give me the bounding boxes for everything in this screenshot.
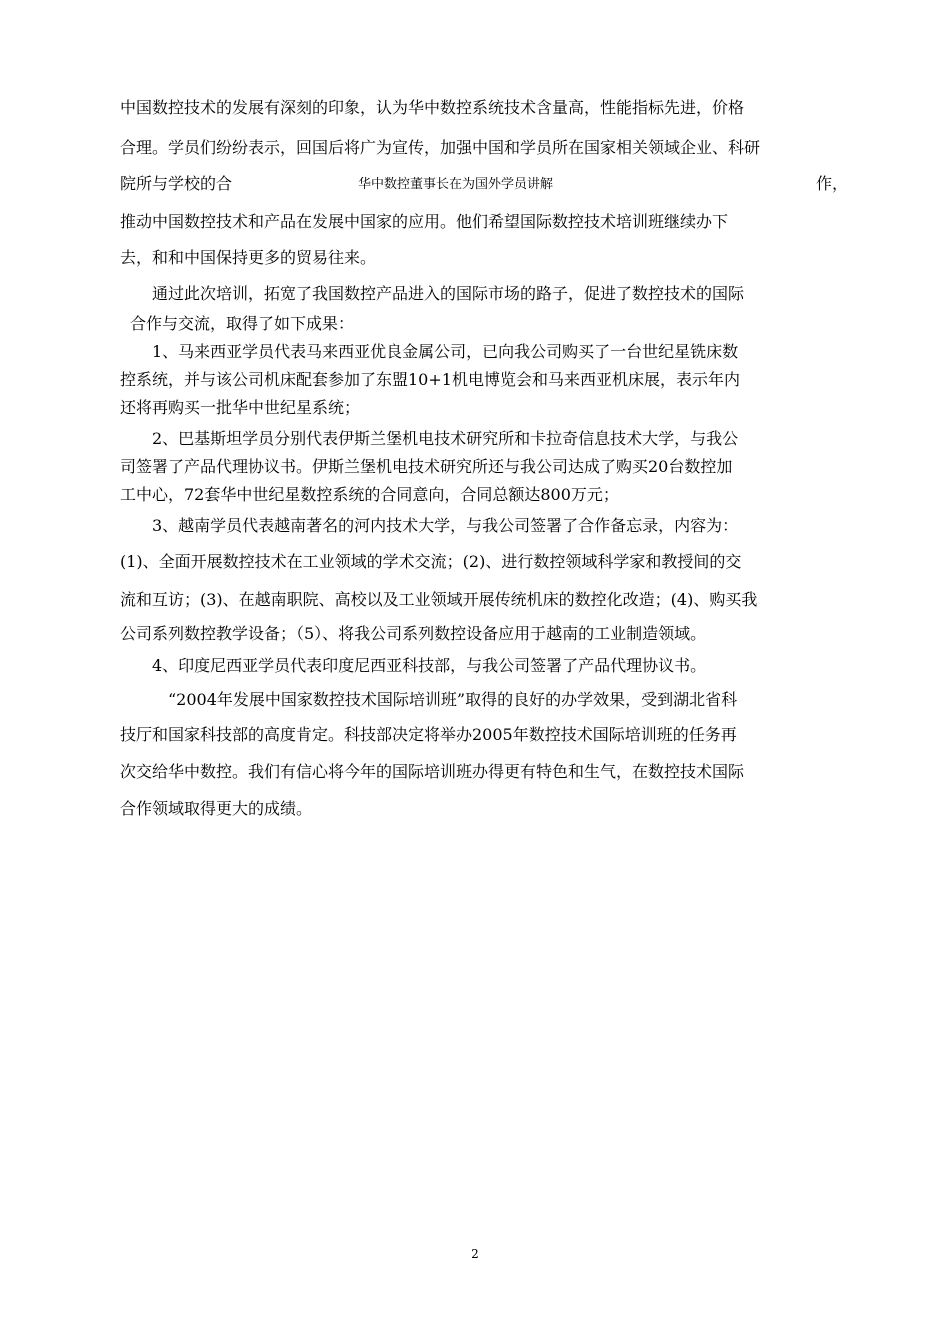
page-number: 2 xyxy=(471,1247,479,1261)
paragraph-line: 作， xyxy=(816,174,849,193)
paragraph-line: 合作领域取得更大的成绩。 xyxy=(120,799,313,818)
paragraph-line: 技厅和国家科技部的高度肯定。科技部决定将举办2005年数控技术国际培训班的任务再 xyxy=(120,725,737,744)
list-item-line: (1)、全面开展数控技术在工业领域的学术交流；(2)、进行数控领域科学家和教授间的交 xyxy=(120,552,742,571)
list-item-line: 司签署了产品代理协议书。伊斯兰堡机电技术研究所还与我公司达成了购买20台数控加 xyxy=(120,457,733,476)
list-item-line: 4、印度尼西亚学员代表印度尼西亚科技部，与我公司签署了产品代理协议书。 xyxy=(152,656,707,675)
list-item-line: 1、马来西亚学员代表马来西亚优良金属公司，已向我公司购买了一台世纪星铣床数 xyxy=(152,342,739,361)
list-item-line: 控系统，并与该公司机床配套参加了东盟10+1机电博览会和马来西亚机床展，表示年内 xyxy=(120,370,740,389)
list-item-line: 还将再购买一批华中世纪星系统； xyxy=(120,398,361,417)
paragraph-line: 中国数控技术的发展有深刻的印象，认为华中数控系统技术含量高，性能指标先进，价格 xyxy=(120,98,745,117)
list-item-line: 3、越南学员代表越南著名的河内技术大学，与我公司签署了合作备忘录，内容为： xyxy=(152,516,739,535)
paragraph-line: 推动中国数控技术和产品在发展中国家的应用。他们希望国际数控技术培训班继续办下 xyxy=(120,212,729,231)
list-item-line: 2、巴基斯坦学员分别代表伊斯兰堡机电技术研究所和卡拉奇信息技术大学，与我公 xyxy=(152,429,739,448)
image-caption: 华中数控董事长在为国外学员讲解 xyxy=(358,177,554,192)
paragraph-line: 院所与学校的合 xyxy=(120,174,233,193)
list-item-line: 公司系列数控教学设备；（5）、将我公司系列数控设备应用于越南的工业制造领域。 xyxy=(120,624,707,643)
paragraph-line: 通过此次培训，拓宽了我国数控产品进入的国际市场的路子，促进了数控技术的国际 xyxy=(152,284,745,303)
list-item-line: 工中心，72套华中世纪星数控系统的合同意向，合同总额达800万元； xyxy=(120,485,619,504)
paragraph-line: 合理。学员们纷纷表示，回国后将广为宣传，加强中国和学员所在国家相关领域企业、科研 xyxy=(120,138,761,157)
paragraph-line: “2004年发展中国家数控技术国际培训班”取得的良好的办学效果，受到湖北省科 xyxy=(168,690,738,709)
list-item-line: 流和互访；(3)、在越南职院、高校以及工业领域开展传统机床的数控化改造；(4)、购买我 xyxy=(120,590,758,609)
paragraph-line: 合作与交流，取得了如下成果： xyxy=(130,314,355,333)
paragraph-line: 次交给华中数控。我们有信心将今年的国际培训班办得更有特色和生气，在数控技术国际 xyxy=(120,762,745,781)
paragraph-line: 去，和和中国保持更多的贸易往来。 xyxy=(120,248,377,267)
